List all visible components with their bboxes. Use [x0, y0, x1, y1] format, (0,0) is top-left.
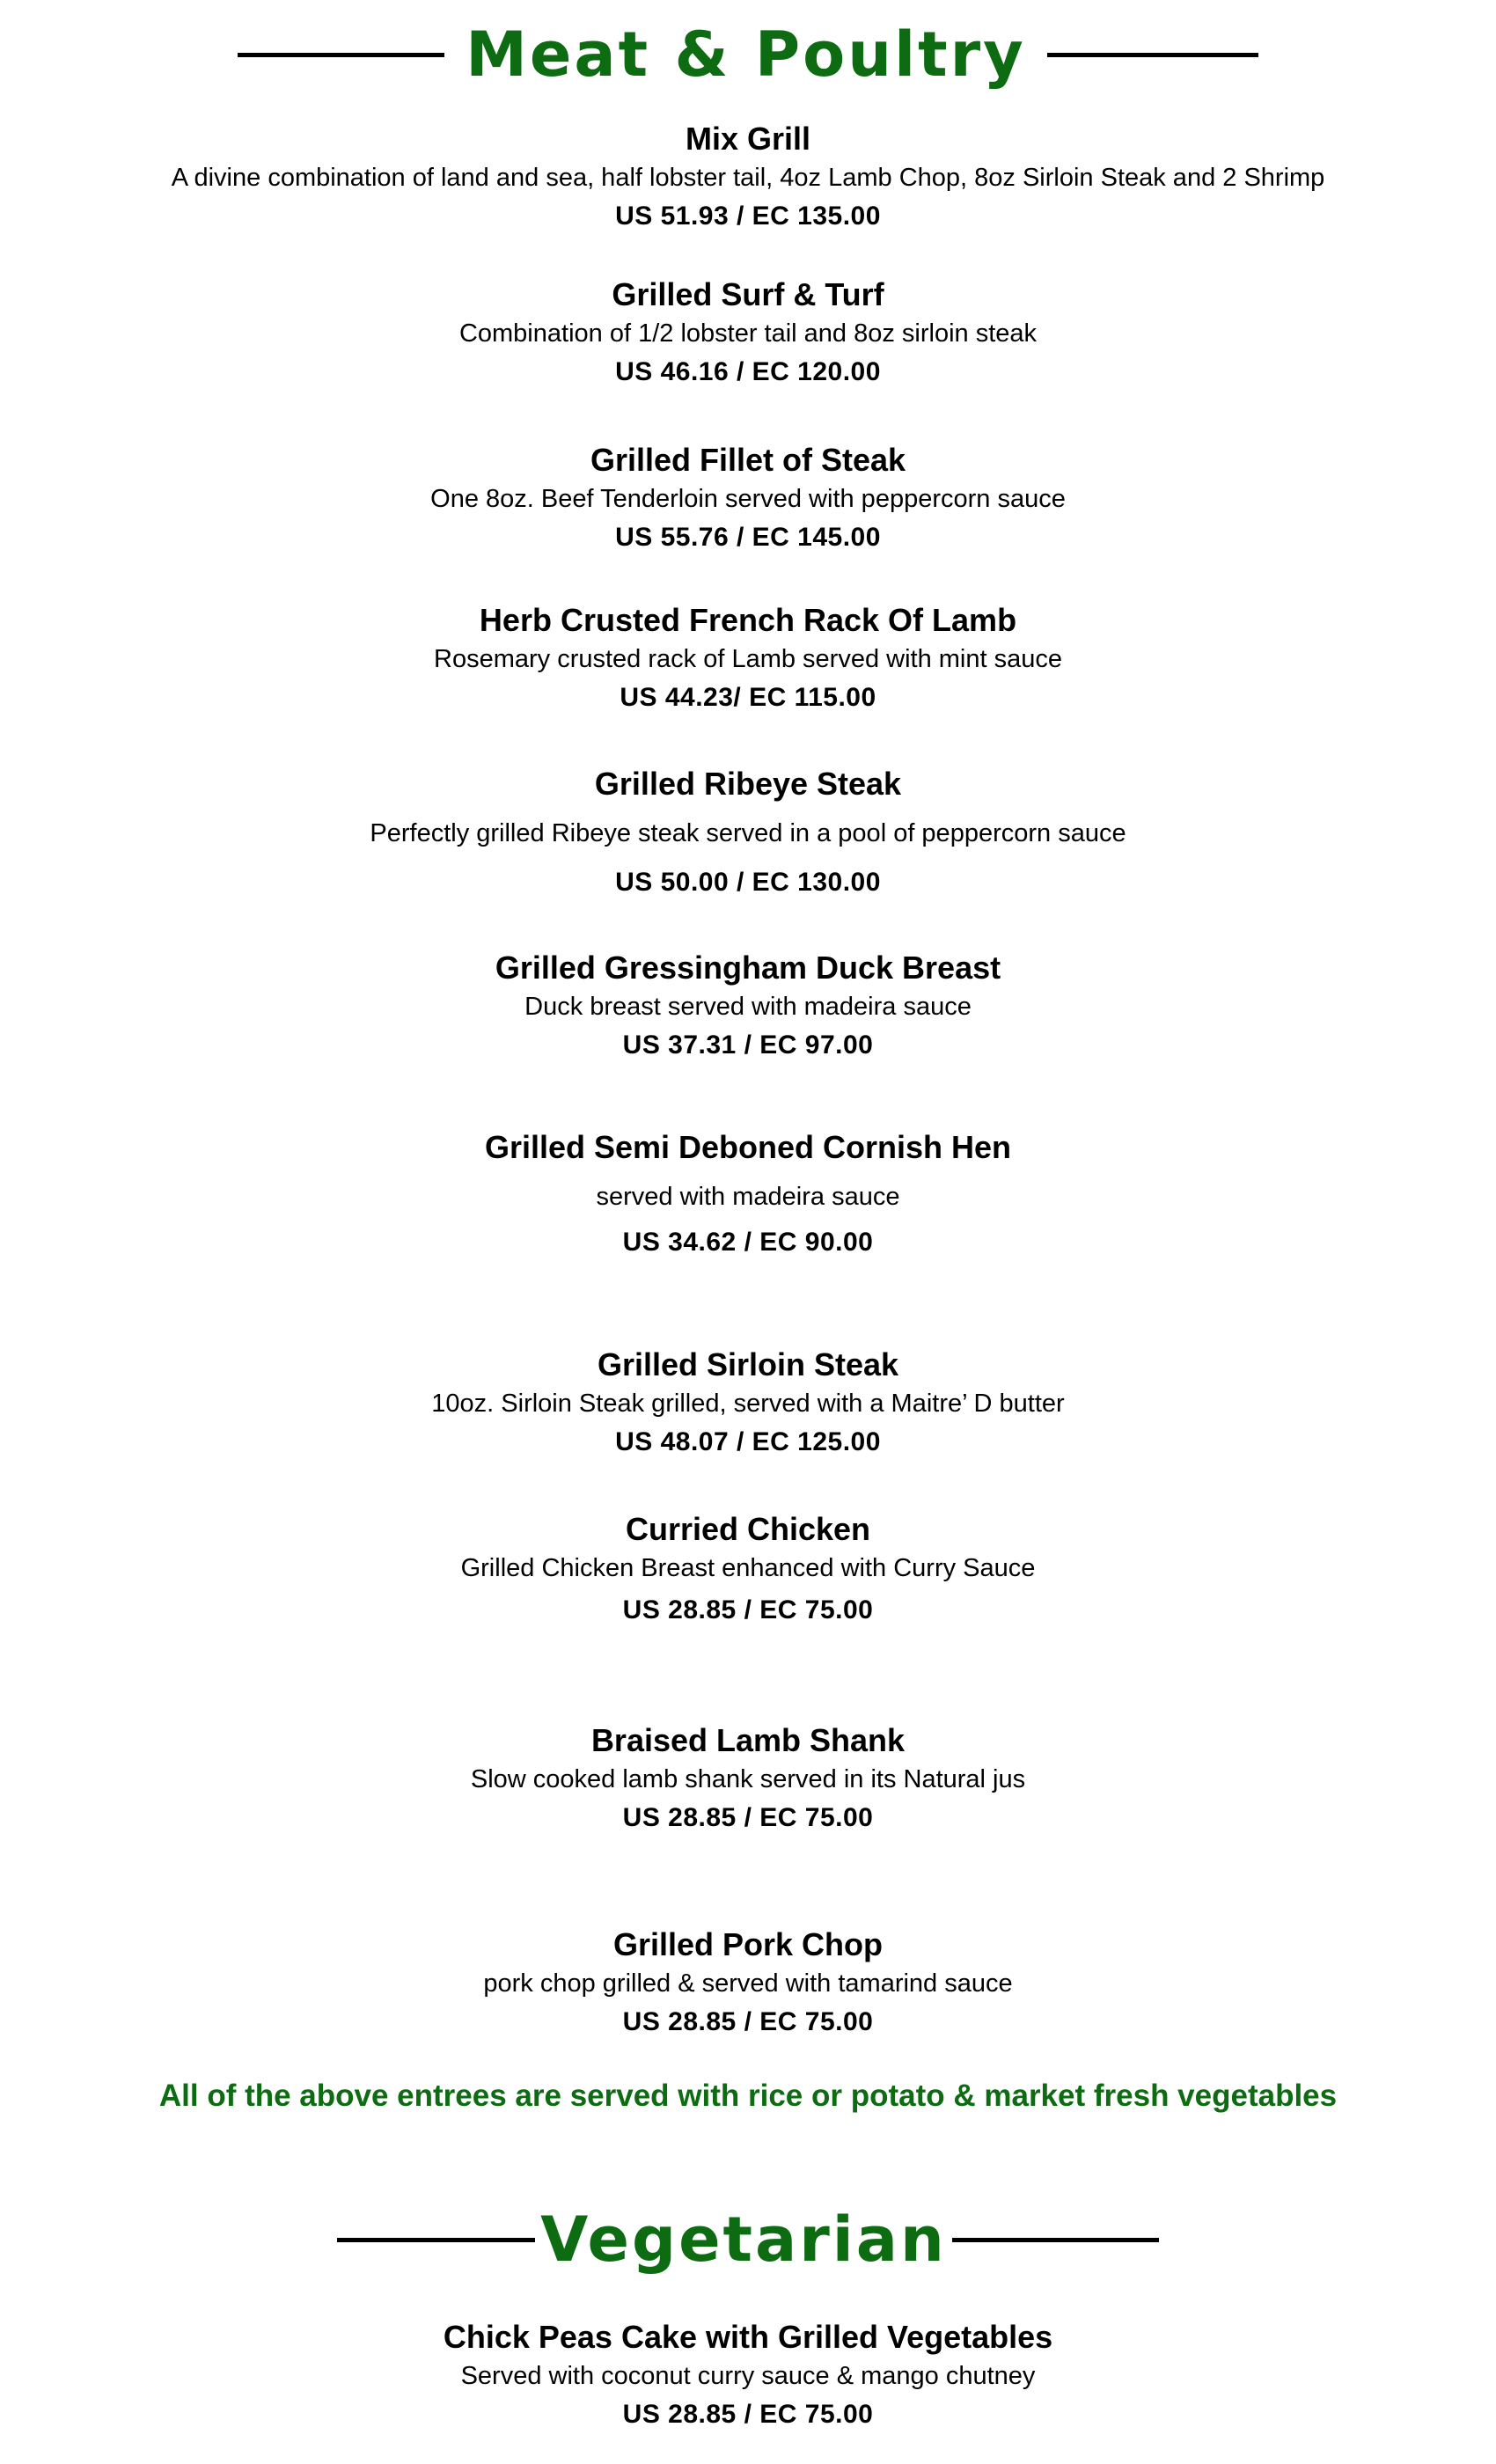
vegetarian-header: [0, 2204, 1496, 2275]
meat-poultry-header: [0, 19, 1496, 90]
item-description: Served with coconut curry sauce & mango chutney: [460, 2362, 1036, 2390]
item-price: US 28.85 / EC 75.00: [622, 2007, 874, 2036]
item-price: US 46.16 / EC 120.00: [615, 357, 881, 386]
menu-item-cornish-hen: [0, 1127, 1496, 1263]
header-rule-left: [337, 2238, 535, 2242]
item-price: US 55.76 / EC 145.00: [615, 523, 881, 552]
item-name: Grilled Ribeye Steak: [594, 766, 902, 802]
menu-item-sirloin-steak: [0, 1345, 1496, 1463]
item-price: US 28.85 / EC 75.00: [622, 1803, 874, 1832]
header-rule-left: [238, 53, 444, 57]
item-name: Grilled Sirloin Steak: [597, 1346, 899, 1382]
item-name: Herb Crusted French Rack Of Lamb: [479, 602, 1017, 638]
item-price: US 28.85 / EC 75.00: [622, 1595, 874, 1624]
item-description: 10oz. Sirloin Steak grilled, served with a Maitre’ D butter: [431, 1390, 1065, 1418]
item-description: One 8oz. Beef Tenderloin served with peppercorn sauce: [430, 485, 1066, 513]
menu-item-mix-grill: [0, 119, 1496, 237]
item-price: US 44.23/ EC 115.00: [620, 683, 876, 712]
item-name: Grilled Pork Chop: [612, 1926, 884, 1962]
menu-item-chick-peas-cake: [0, 2317, 1496, 2435]
item-name: Braised Lamb Shank: [590, 1722, 906, 1758]
item-name: Grilled Fillet of Steak: [590, 442, 906, 478]
item-price: US 50.00 / EC 130.00: [615, 868, 881, 897]
item-price: US 51.93 / EC 135.00: [615, 202, 881, 231]
item-description: Duck breast served with madeira sauce: [524, 993, 972, 1021]
vegetarian-title: Vegetarian: [540, 2204, 947, 2276]
item-description: Grilled Chicken Breast enhanced with Curry Sauce: [460, 1554, 1036, 1582]
header-rule-right: [952, 2238, 1159, 2242]
menu-item-duck-breast: [0, 948, 1496, 1066]
item-price: US 28.85 / EC 75.00: [622, 2400, 874, 2429]
header-rule-right: [1047, 53, 1258, 57]
meat-poultry-title: Meat & Poultry: [466, 18, 1026, 91]
menu-item-lamb-shank: [0, 1720, 1496, 1838]
item-description: Perfectly grilled Ribeye steak served in a pool of peppercorn sauce: [370, 819, 1126, 847]
menu-item-curried-chicken: [0, 1509, 1496, 1631]
menu-item-ribeye-steak: [0, 764, 1496, 903]
item-price: US 37.31 / EC 97.00: [622, 1030, 874, 1060]
menu-item-surf-turf: [0, 275, 1496, 392]
item-name: Mix Grill: [685, 121, 811, 157]
item-description: pork chop grilled & served with tamarind sauce: [483, 1969, 1013, 1998]
item-name: Chick Peas Cake with Grilled Vegetables: [443, 2319, 1053, 2355]
item-name: Grilled Surf & Turf: [612, 276, 884, 312]
entrees-sides-note: All of the above entrees are served with rice or potato & market fresh vegetables: [158, 2079, 1338, 2113]
menu-item-rack-of-lamb: [0, 600, 1496, 718]
menu-item-pork-chop: [0, 1925, 1496, 2042]
item-name: Grilled Gressingham Duck Breast: [495, 950, 1001, 986]
item-description: served with madeira sauce: [596, 1183, 900, 1211]
item-description: A divine combination of land and sea, half lobster tail, 4oz Lamb Chop, 8oz Sirloin Steak and 2 Shrimp: [171, 164, 1325, 192]
item-name: Grilled Semi Deboned Cornish Hen: [484, 1129, 1012, 1165]
item-price: US 34.62 / EC 90.00: [622, 1228, 874, 1257]
item-price: US 48.07 / EC 125.00: [615, 1427, 881, 1456]
item-description: Rosemary crusted rack of Lamb served with mint sauce: [434, 645, 1062, 673]
item-description: Combination of 1/2 lobster tail and 8oz sirloin steak: [458, 319, 1038, 348]
item-name: Curried Chicken: [625, 1511, 871, 1547]
menu-item-fillet-steak: [0, 440, 1496, 558]
item-description: Slow cooked lamb shank served in its Natural jus: [470, 1765, 1026, 1793]
